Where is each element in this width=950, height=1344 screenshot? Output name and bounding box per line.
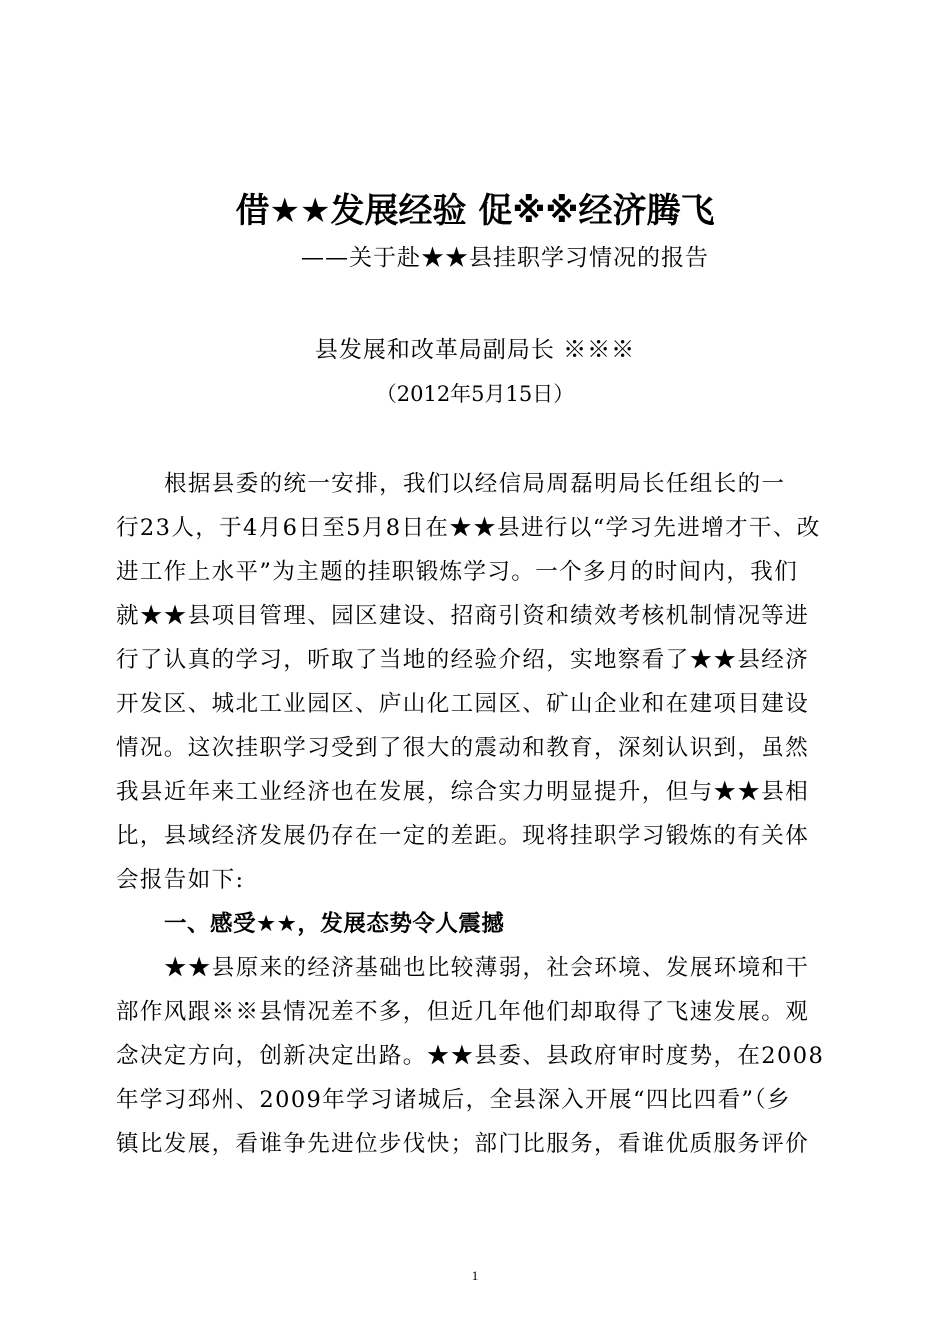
paragraph-line: 行了认真的学习，听取了当地的经验介绍，实地察看了★★县经济 xyxy=(116,647,810,673)
paragraph-line: 年学习邳州、2009年学习诸城后，全县深入开展“四比四看”（乡 xyxy=(116,1087,791,1113)
page-number: 1 xyxy=(471,1268,479,1283)
paragraph-line: 进工作上水平”为主题的挂职锻炼学习。一个多月的时间内，我们 xyxy=(116,559,799,585)
paragraph-line: 就★★县项目管理、园区建设、招商引资和绩效考核机制情况等进 xyxy=(116,603,810,629)
paragraph-line: 情况。这次挂职学习受到了很大的震动和教育，深刻认识到，虽然 xyxy=(116,735,810,761)
paragraph-line: 行23人，于4月6日至5月8日在★★县进行以“学习先进增才干、改 xyxy=(116,515,821,541)
section-heading: 一、感受★★，发展态势令人震撼 xyxy=(164,911,505,937)
paragraph-line: 我县近年来工业经济也在发展，综合实力明显提升，但与★★县相 xyxy=(116,779,810,805)
body-text xyxy=(116,462,836,1166)
paragraph-line: 根据县委的统一安排，我们以经信局周磊明局长任组长的一 xyxy=(164,471,786,497)
paragraph-line: 开发区、城北工业园区、庐山化工园区、矿山企业和在建项目建设 xyxy=(116,691,810,717)
paragraph-line: 念决定方向，创新决定出路。★★县委、县政府审时度势，在2008 xyxy=(116,1043,825,1069)
date-line: （2012年5月15日） xyxy=(375,382,575,406)
document-subtitle: ——关于赴★★县挂职学习情况的报告 xyxy=(301,245,709,271)
author-line: 县发展和改革局副局长 ※※※ xyxy=(314,337,636,363)
paragraph-line: ★★县原来的经济基础也比较薄弱，社会环境、发展环境和干 xyxy=(164,955,810,981)
paragraph-line: 部作风跟※※县情况差不多，但近几年他们却取得了飞速发展。观 xyxy=(116,999,810,1025)
paragraph-line: 镇比发展，看谁争先进位步伐快；部门比服务，看谁优质服务评价 xyxy=(116,1131,810,1157)
document-title: 借★★发展经验 促※※经济腾飞 xyxy=(235,191,715,231)
paragraph-line: 比，县域经济发展仍存在一定的差距。现将挂职学习锻炼的有关体 xyxy=(116,823,810,849)
paragraph-line: 会报告如下: xyxy=(116,867,245,893)
